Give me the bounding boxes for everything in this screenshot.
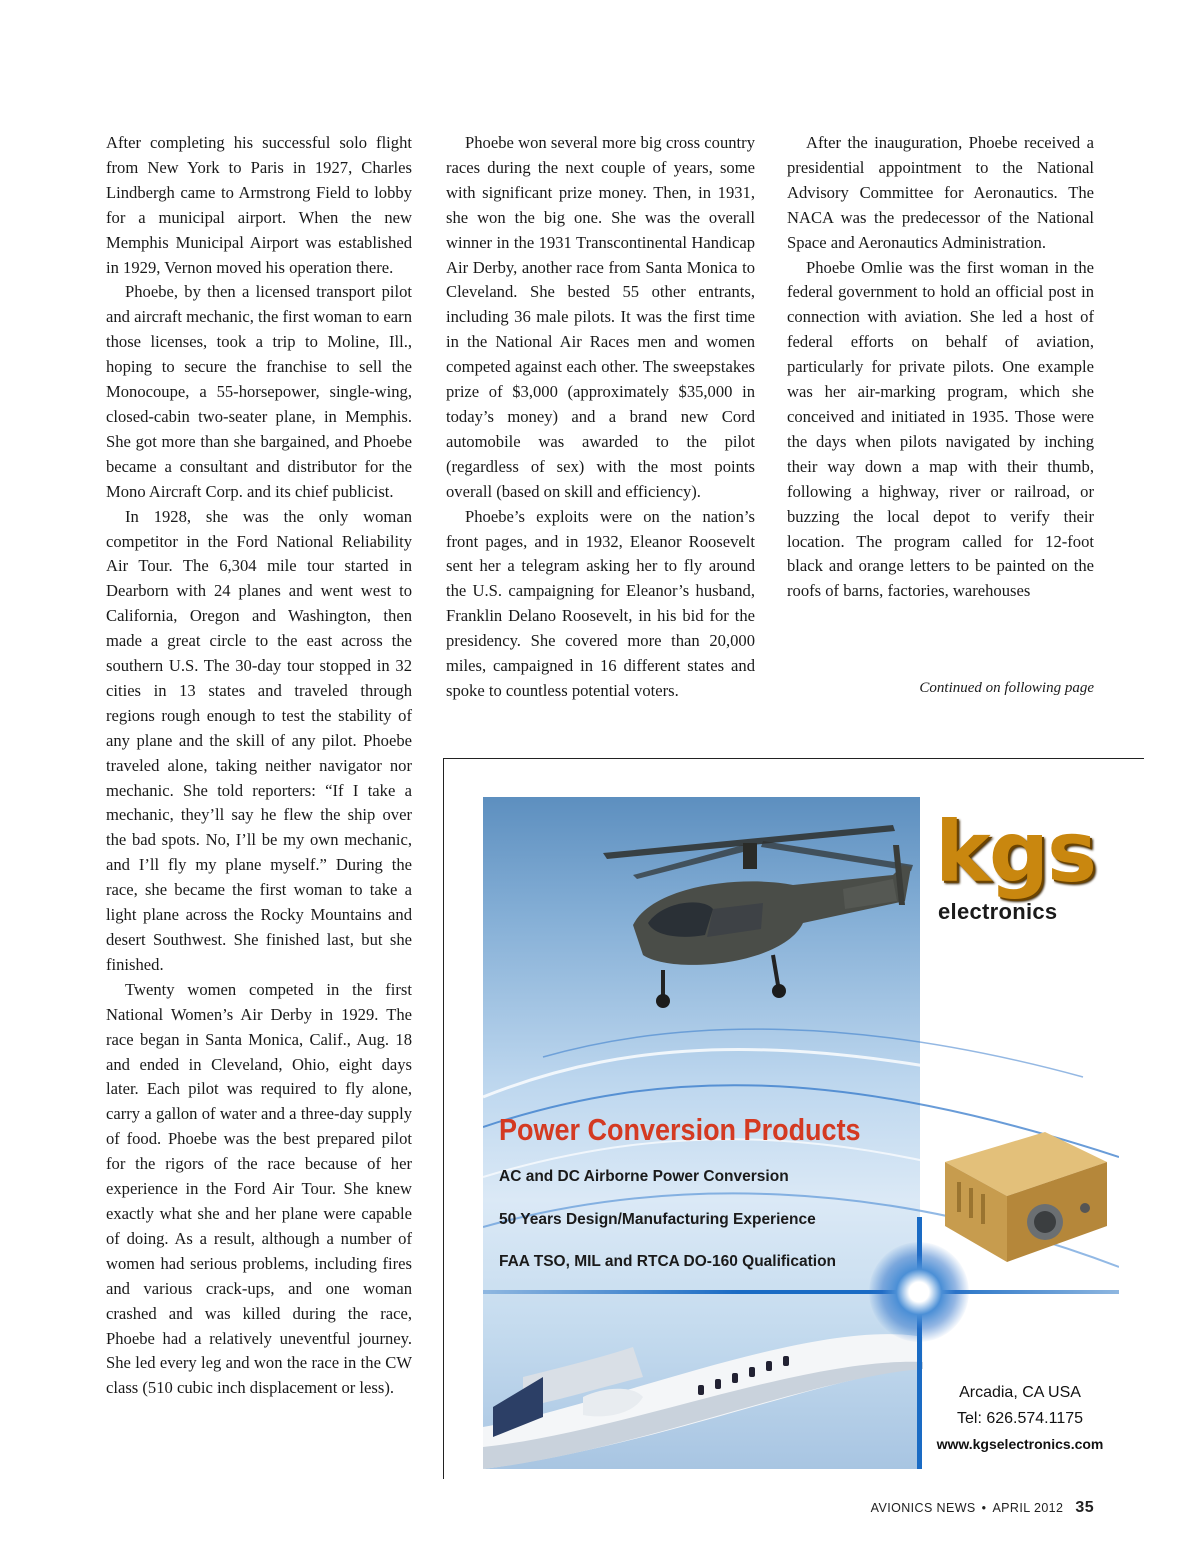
paragraph: Phoebe’s exploits were on the nation’s front pages, and in 1932, Eleanor Roosevelt sent her a telegram asking her to fly around the U.S. campaigning for Eleanor’s husband, Franklin Delano Roosevelt, in his bid for the presidency. She covered more than 20,000 miles, campaigned in 16 different states and spoke to countless potential voters. xyxy=(446,506,755,700)
business-jet-illustration xyxy=(483,1257,923,1469)
page-footer xyxy=(780,1499,1094,1517)
paragraph: Twenty women competed in the first National Women’s Air Derby in 1929. The race began in Santa Monica, Calif., Aug. 18 and ended in Cleveland, Ohio, eight days later. Each pilot was required to fly alone, carry a gallon of water and a three-day supply of food. Phoebe was the best prepared pilot for the rigors of the race because of her experience in the Ford Air Tour. She knew exactly what she and her plane were capable of doing. As a result, although a number of women had serious problems, including fires and various crack-ups, and one woman crashed and was killed during the race, Phoebe had a relatively uneventful journey. She led every leg and won the race in the CW class (510 cubic inch displacement or less). xyxy=(106,979,412,1398)
ad-feature-line: 50 Years Design/Manufacturing Experience xyxy=(499,1211,816,1228)
ad-headline: Power Conversion Products xyxy=(499,1113,861,1147)
page-number: 35 xyxy=(1075,1499,1094,1516)
footer-separator: • xyxy=(981,1501,987,1515)
article-column-2 xyxy=(446,131,755,704)
article-column-3 xyxy=(787,131,1094,604)
ad-phone: Tel: 626.574.1175 xyxy=(956,1410,1084,1427)
power-converter-product-image xyxy=(935,1122,1115,1272)
paragraph: After the inauguration, Phoebe received a presidential appointment to the National Advisory Committee for Aeronautics. The NACA was the predecessor of the National Space and Aeronautics Administration. xyxy=(787,133,1094,252)
publication-name: AVIONICS NEWS xyxy=(870,1501,976,1515)
paragraph: After completing his successful solo flight from New York to Paris in 1927, Charles Lindbergh came to Armstrong Field to lobby for a municipal airport. When the new Memphis Municipal Airport was established in 1929, Vernon moved his operation there. xyxy=(106,133,412,277)
ad-feature-line: FAA TSO, MIL and RTCA DO-160 Qualification xyxy=(499,1253,837,1270)
kgs-logo-subtitle: electronics xyxy=(938,899,1058,924)
kgs-advertisement xyxy=(483,797,1119,1469)
article-column-1 xyxy=(106,131,412,1401)
ad-feature-line: AC and DC Airborne Power Conversion xyxy=(499,1168,789,1185)
continued-note: Continued on following page xyxy=(919,680,1094,696)
paragraph: Phoebe, by then a licensed transport pilot and aircraft mechanic, the first woman to earn those licenses, took a trip to Moline, Ill., hoping to secure the franchise to sell the Monocoupe, a 55-horsepower, single-wing, closed-cabin two-seater plane, in Memphis. She got more than she bargained, and Phoebe became a consultant and distributor for the Mono Aircraft Corp. and its chief publicist. xyxy=(106,282,412,501)
kgs-logo: kgs xyxy=(935,803,1095,901)
paragraph: In 1928, she was the only woman competitor in the Ford National Reliability Air Tour. The 6,304 mile tour started in Dearborn with 24 planes and went west to California, Oregon and Washington, then made a great circle to the east across the southern U.S. The 30-day tour stopped in 32 cities in 13 states and traveled through regions rough enough to test the stability of any plane and the skill of any pilot. Phoebe traveled alone, taking neither navigator nor mechanic. She told reporters: “If I take a mechanic, they’ll say he flew the ship over the bad spots. No, I’ll be my own mechanic, and I’ll fly my plane myself.” During the race, she became the first woman to take a light plane across the Rocky Mountains and desert Southwest. She finished last, but she finished. xyxy=(106,506,412,974)
paragraph: Phoebe won several more big cross country races during the next couple of years, some with significant prize money. Then, in 1931, she won the big one. She was the overall winner in the 1931 Transcontinental Handicap Air Derby, another race from Santa Monica to Cleveland. She bested 55 other entrants, including 36 male pilots. It was the first time in the National Air Races men and women competed against each other. The sweepstakes prize of $3,000 (approximately $35,000 in today’s money) and a brand new Cord automobile was awarded to the pilot (regardless of sex) with the most points overall (based on skill and efficiency). xyxy=(446,133,755,501)
paragraph: Phoebe Omlie was the first woman in the federal government to hold an official post in connection with aviation. She led a host of federal efforts on behalf of aviation, particularly for private pilots. One example was her air-marking program, which she conceived and initiated in 1935. Those were the days when pilots navigated by inching their way down a map with their thumb, following a highway, river or railroad, or buzzing the local depot to verify their location. The program called for 12-foot black and orange letters to be painted on the roofs of barns, factories, warehouses xyxy=(787,257,1094,601)
issue-date: APRIL 2012 xyxy=(992,1501,1064,1515)
helicopter-illustration xyxy=(593,805,923,1035)
ad-crosshair-horizontal xyxy=(483,1290,1119,1294)
ad-location: Arcadia, CA USA xyxy=(959,1384,1081,1401)
ad-website-link[interactable]: www.kgselectronics.com xyxy=(936,1436,1104,1452)
